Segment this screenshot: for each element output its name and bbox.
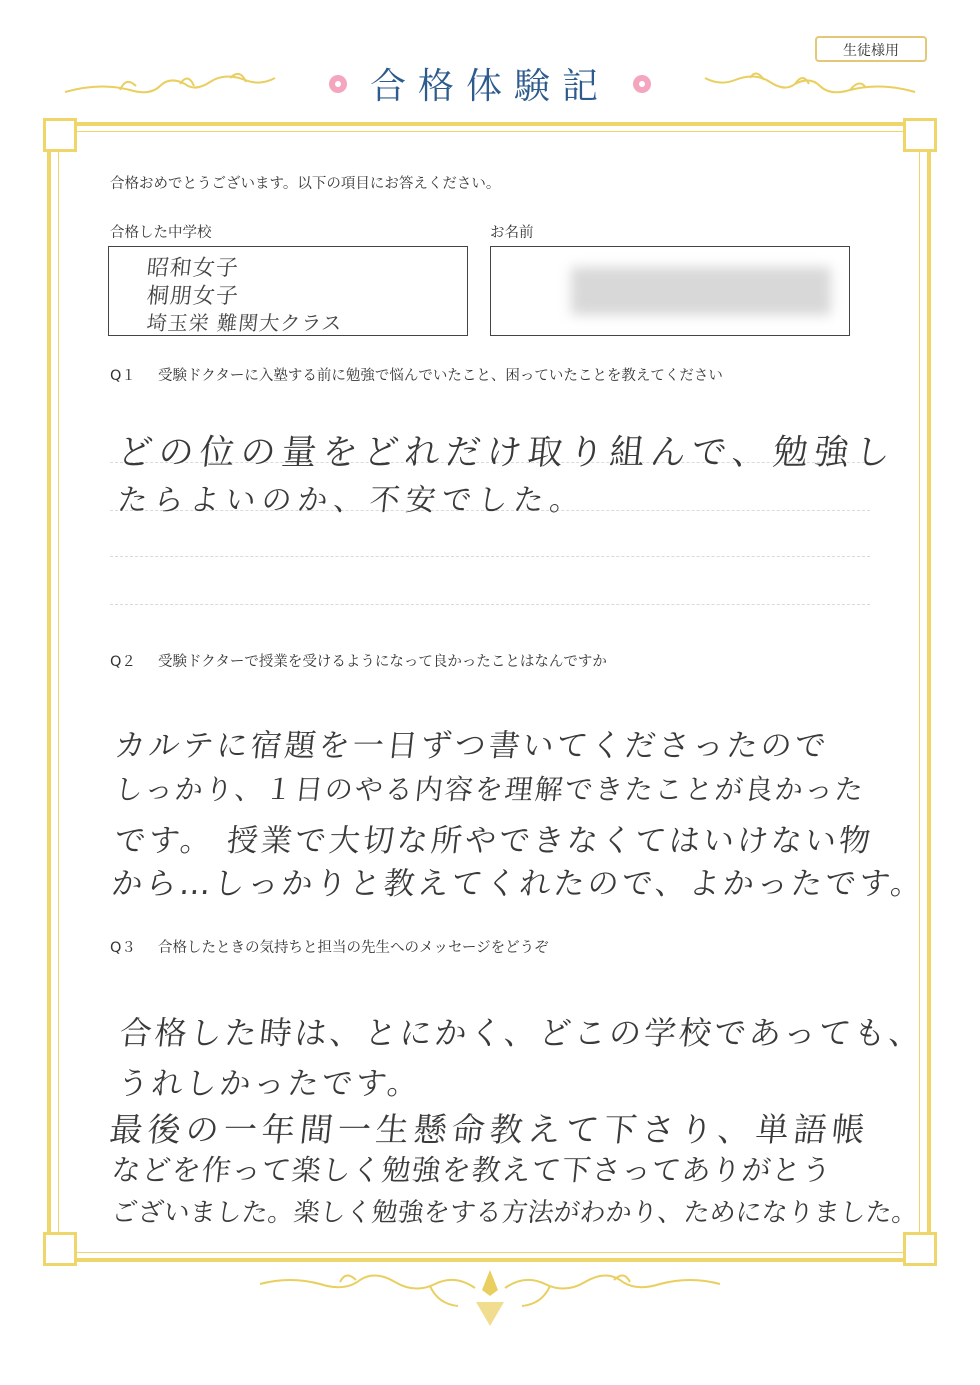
redacted-name bbox=[571, 267, 831, 315]
q1-answer-line: たらよいのか、不安でした。 bbox=[115, 483, 588, 518]
frame-corner bbox=[43, 1232, 77, 1266]
q2-number: Q２ bbox=[110, 654, 136, 670]
ruled-line bbox=[110, 556, 870, 557]
q3-answer-line: などを作って楽しく勉強を教えて下さってありがとう bbox=[110, 1153, 834, 1187]
q2-answer-line: しっかり、１日のやる内容を理解できたことが良かった bbox=[113, 773, 867, 806]
school-box bbox=[108, 246, 468, 336]
frame-corner bbox=[43, 118, 77, 152]
q1-text: 受験ドクターに入塾する前に勉強で悩んでいたこと、困っていたことを教えてください bbox=[158, 368, 723, 384]
q3-question bbox=[110, 936, 549, 957]
q1-question bbox=[110, 364, 723, 385]
q3-answer-line: 合格した時は、とにかく、どこの学校であっても、 bbox=[117, 1014, 926, 1052]
student-copy-badge: 生徒様用 bbox=[815, 36, 927, 62]
frame-corner bbox=[903, 118, 937, 152]
school-entry: 桐朋女子 bbox=[145, 284, 241, 309]
ruled-line bbox=[110, 604, 870, 605]
ornament-bottom-icon bbox=[250, 1262, 730, 1332]
q2-question bbox=[110, 650, 607, 671]
school-entry: 昭和女子 bbox=[145, 256, 241, 281]
school-entry: 埼玉栄 難関大クラス bbox=[145, 311, 344, 335]
q3-answer-line: ございました。楽しく勉強をする方法がわかり、ためになりました。 bbox=[110, 1198, 920, 1228]
q3-number: Q３ bbox=[110, 940, 136, 956]
q2-answer-line: カルテに宿題を一日ずつ書いてくださったので bbox=[112, 728, 831, 764]
q2-text: 受験ドクターで授業を受けるようになって良かったことはなんですか bbox=[158, 654, 607, 670]
intro-text: 合格おめでとうございます。以下の項目にお答えください。 bbox=[110, 176, 501, 192]
frame-corner bbox=[903, 1232, 937, 1266]
q1-number: Q１ bbox=[110, 368, 136, 384]
name-box bbox=[490, 246, 850, 336]
name-label: お名前 bbox=[490, 225, 534, 241]
q2-answer-line: です。 授業で大切な所やできなくてはいけない物 bbox=[112, 823, 875, 859]
q3-text: 合格したときの気持ちと担当の先生へのメッセージをどうぞ bbox=[158, 940, 549, 956]
school-label: 合格した中学校 bbox=[110, 225, 212, 241]
q3-answer-line: うれしかったです。 bbox=[115, 1066, 424, 1102]
q2-answer-line: から…しっかりと教えてくれたので、よかったです。 bbox=[109, 866, 927, 902]
q3-answer-line: 最後の一年間一生懸命教えて下さり、単語帳 bbox=[107, 1110, 872, 1149]
q1-answer-line: どの位の量をどれだけ取り組んで、勉強し bbox=[115, 433, 899, 473]
page-title: 合格体験記 bbox=[369, 66, 610, 107]
